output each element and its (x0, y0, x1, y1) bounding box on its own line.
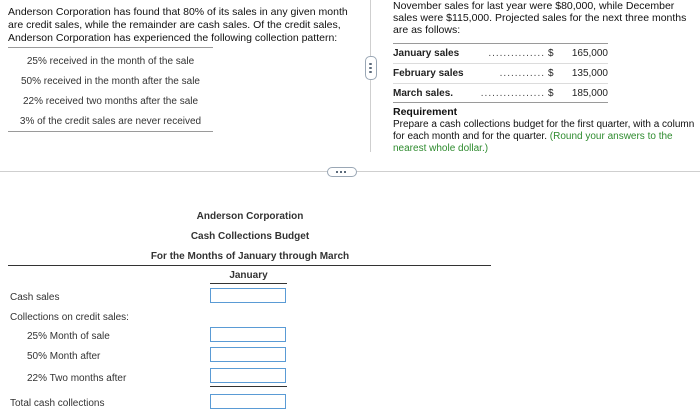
two-months-after-january-input[interactable] (210, 368, 286, 383)
budget-company-name: Anderson Corporation (196, 211, 304, 222)
sales-row-rule (393, 63, 608, 64)
budget-period: For the Months of January through March (150, 251, 350, 262)
sales-row-january (393, 48, 608, 62)
pattern-bottom-rule (8, 131, 213, 132)
column-header-rule (210, 283, 287, 284)
row-label-month-of-sale: 25% Month of sale (27, 331, 110, 342)
collection-pattern-item: 25% received in the month of the sale (26, 56, 195, 67)
currency-symbol: $ (548, 68, 554, 79)
leader-dots: ................. (480, 88, 545, 99)
leader-dots: ............ (499, 68, 545, 79)
pattern-top-rule (8, 47, 213, 48)
column-header-january: January (229, 270, 268, 281)
month-after-january-input[interactable] (210, 347, 286, 362)
requirement-text (393, 119, 698, 155)
vertical-split-handle[interactable] (365, 56, 377, 80)
sales-bottom-rule (393, 102, 608, 103)
sales-row-february (393, 68, 608, 82)
sales-top-rule (393, 43, 608, 44)
sales-amount: 165,000 (571, 48, 608, 59)
collection-pattern-item: 22% received two months after the sale (22, 96, 199, 107)
sales-amount: 135,000 (571, 68, 608, 79)
rounding-note: (Round your answers to the nearest whole dollar.) (393, 131, 673, 154)
sales-label: February sales (393, 68, 464, 79)
row-label-two-months-after: 22% Two months after (27, 373, 127, 384)
row-label-collections-header: Collections on credit sales: (10, 312, 129, 323)
horizontal-split-handle[interactable] (327, 167, 357, 177)
sales-label: January sales (393, 48, 460, 59)
sales-intro-text: November sales for last year were $80,000, while December sales were $115,000. Projected sales for the next three months are as follows: (393, 0, 687, 36)
collection-pattern-item: 50% received in the month after the sale (21, 76, 200, 87)
subtotal-rule (210, 386, 287, 387)
budget-title: Cash Collections Budget (190, 231, 310, 242)
currency-symbol: $ (548, 88, 554, 99)
cash-sales-january-input[interactable] (210, 288, 286, 303)
sales-amount: 185,000 (571, 88, 608, 99)
budget-header-rule (8, 265, 491, 266)
problem-intro-text: Anderson Corporation has found that 80% of its sales in any given month are credit sales, while the remainder are cash sales. Of the credit sales, Anderson Corporation has experienced the following collection pattern: (8, 6, 348, 44)
row-label-cash-sales: Cash sales (10, 292, 60, 303)
requirement-title: Requirement (393, 106, 458, 118)
requirement-instruction: Prepare a cash collections budget for the first quarter, with a column for each month and for the quarter. (393, 119, 695, 142)
sales-label: March sales. (393, 88, 454, 99)
currency-symbol: $ (548, 48, 554, 59)
row-label-total-cash-collections: Total cash collections (10, 398, 105, 409)
total-collections-january-input[interactable] (210, 394, 286, 409)
sales-row-march (393, 88, 608, 102)
row-label-month-after: 50% Month after (27, 351, 101, 362)
leader-dots: ............... (488, 48, 545, 59)
collection-pattern-item: 3% of the credit sales are never received (19, 116, 202, 127)
month-of-sale-january-input[interactable] (210, 327, 286, 342)
sales-row-rule (393, 83, 608, 84)
